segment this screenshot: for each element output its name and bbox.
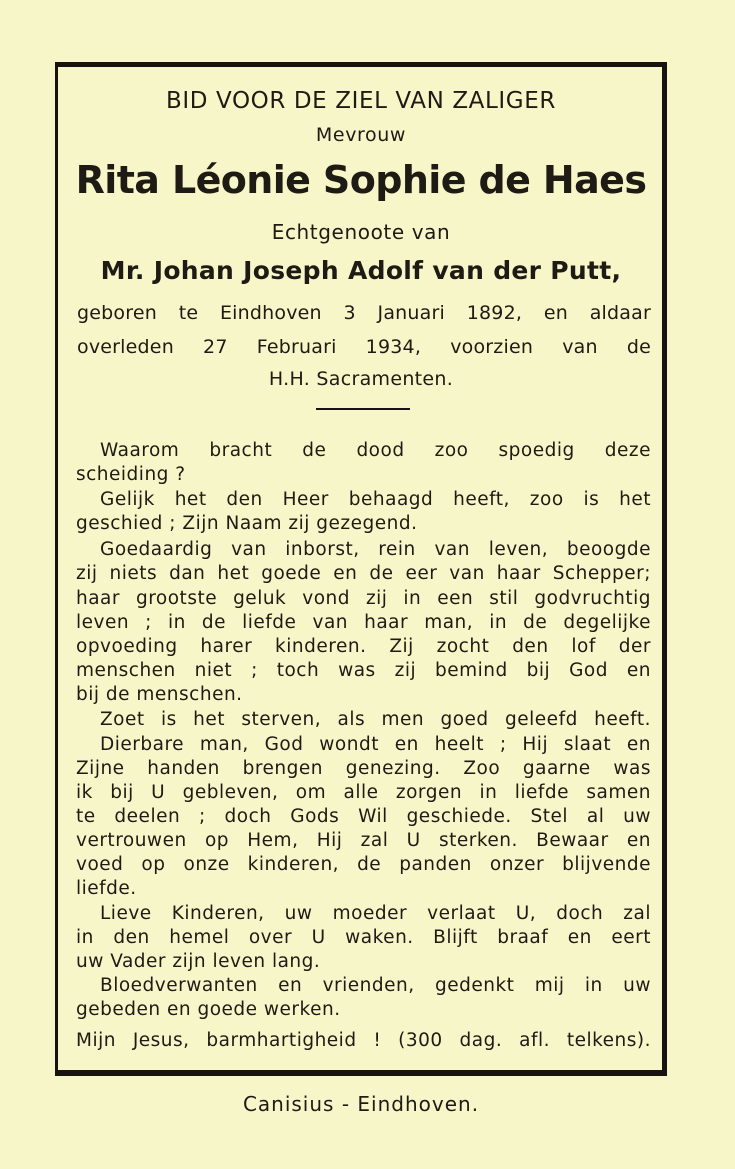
prayer-line: vertrouwen op Hem, Hij zal U sterken. Bewaar en	[76, 830, 651, 851]
prayer-line: Zoet is het sterven, als men goed geleefd heeft.	[100, 709, 651, 730]
prayer-line: bij de menschen.	[76, 684, 243, 705]
sacraments-line: H.H. Sacramenten.	[268, 368, 454, 390]
prayer-line: Goedaardig van inborst, rein van leven, beoogde	[100, 539, 651, 560]
prayer-line: scheiding ?	[76, 464, 186, 485]
prayer-line: opvoeding harer kinderen. Zij zocht den lof der	[76, 636, 651, 657]
spouse-intro: Echtgenoote van	[271, 220, 451, 244]
prayer-line: menschen niet ; toch was zij bemind bij God en	[76, 660, 651, 681]
spouse-name: Mr. Johan Joseph Adolf van der Putt,	[100, 256, 622, 285]
prayer-line: zij niets dan het goede en de eer van haar Schepper;	[76, 563, 651, 584]
prayer-line: te deelen ; doch Gods Wil geschiede. Stel al uw	[76, 806, 651, 827]
prayer-line: leven ; in de liefde van haar man, in de degelijke	[76, 612, 651, 633]
death-line: overleden 27 Februari 1934, voorzien van de	[77, 336, 651, 358]
prayer-line: gebeden en goede werken.	[76, 999, 341, 1020]
prayer-line: in den hemel over U waken. Blijft braaf en eert	[76, 927, 651, 948]
prayer-line: haar grootste geluk vond zij in een stil godvruchtig	[76, 588, 651, 609]
prayer-line: Zijne handen brengen genezing. Zoo gaarne was	[76, 758, 651, 779]
printer-imprint: Canisius - Eindhoven.	[242, 1092, 480, 1116]
birth-line: geboren te Eindhoven 3 Januari 1892, en aldaar	[77, 302, 651, 324]
prayer-line: voed op onze kinderen, de panden onzer blijvende	[76, 854, 651, 875]
prayer-line: Lieve Kinderen, uw moeder verlaat U, doch zal	[100, 903, 651, 924]
title-prefix: Mevrouw	[315, 124, 407, 146]
closing-invocation: Mijn Jesus, barmhartigheid ! (300 dag. afl. telkens).	[76, 1030, 651, 1051]
prayer-line: liefde.	[76, 878, 137, 899]
prayer-line: Bloedverwanten en vrienden, gedenkt mij in uw	[100, 975, 651, 996]
prayer-line: Gelijk het den Heer behaagd heeft, zoo is het	[100, 489, 651, 510]
prayer-heading: BID VOOR DE ZIEL VAN ZALIGER	[166, 88, 556, 114]
prayer-line: ik bij U gebleven, om alle zorgen in liefde samen	[76, 782, 651, 803]
section-divider	[316, 408, 410, 410]
prayer-line: geschied ; Zijn Naam zij gezegend.	[76, 513, 418, 534]
prayer-line: Waarom bracht de dood zoo spoedig deze	[100, 440, 651, 461]
prayer-line: uw Vader zijn leven lang.	[76, 951, 321, 972]
prayer-line: Dierbare man, God wondt en heelt ; Hij slaat en	[100, 734, 651, 755]
deceased-name: Rita Léonie Sophie de Haes	[75, 158, 647, 202]
